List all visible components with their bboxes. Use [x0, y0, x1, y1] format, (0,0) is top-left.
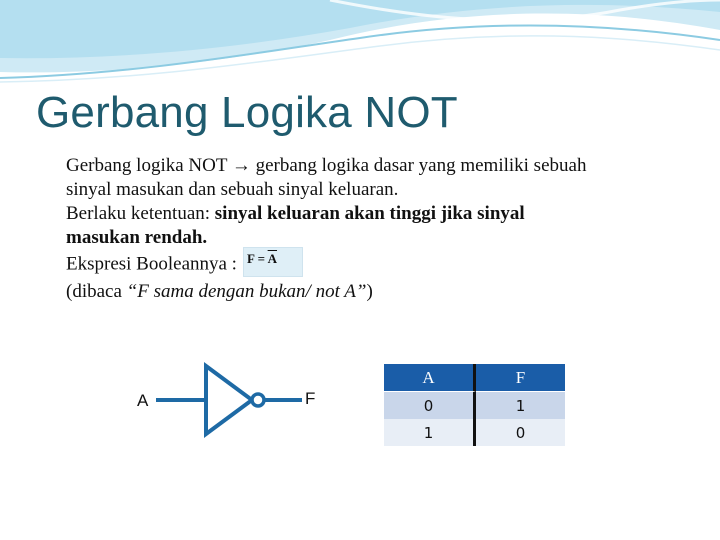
- body-text-segment: Berlaku ketentuan:: [66, 203, 215, 224]
- header-wave-decoration: [0, 0, 720, 95]
- table-cell: 1: [384, 419, 476, 446]
- body-text-bold: sinyal keluaran akan tinggi jika sinyal: [214, 203, 525, 224]
- body-text-segment: (dibaca: [66, 281, 127, 302]
- body-line-4: masukan rendah.: [66, 227, 208, 248]
- truth-table-header: F: [476, 364, 565, 392]
- slide-title: Gerbang Logika NOT: [36, 88, 458, 137]
- body-line-1: [66, 154, 676, 178]
- body-text-italic: “F sama dengan bukan/ not A”: [126, 281, 367, 302]
- formula-lhs: F =: [246, 251, 268, 266]
- arrow-right-icon: →: [231, 155, 251, 176]
- truth-table-header: A: [384, 364, 476, 392]
- body-line-3: [66, 202, 676, 226]
- truth-table-header-row: [384, 364, 565, 392]
- not-gate-triangle: [206, 366, 252, 434]
- table-row: [384, 419, 565, 446]
- body-line-6: [66, 280, 676, 304]
- table-cell: 0: [476, 419, 565, 446]
- body-line-5: [66, 250, 676, 280]
- formula-rhs: $\overline{A}$: [267, 251, 278, 266]
- gate-input-label: A: [137, 391, 149, 410]
- truth-table: [384, 364, 565, 446]
- body-text-segment: Ekspresi Booleannya :: [66, 253, 237, 275]
- boolean-formula-image: [243, 247, 303, 277]
- table-cell: 0: [384, 392, 476, 419]
- table-row: [384, 392, 565, 419]
- body-line-2: sinyal masukan dan sebuah sinyal keluaran.: [66, 179, 399, 200]
- gate-output-label: F: [305, 389, 316, 408]
- slide-body: [66, 154, 676, 304]
- body-text-segment: ): [366, 281, 373, 302]
- body-text-segment: gerbang logika dasar yang memiliki sebuah: [250, 155, 587, 176]
- table-cell: 1: [476, 392, 565, 419]
- not-gate-bubble: [252, 394, 264, 406]
- body-text-segment: Gerbang logika NOT: [66, 155, 232, 176]
